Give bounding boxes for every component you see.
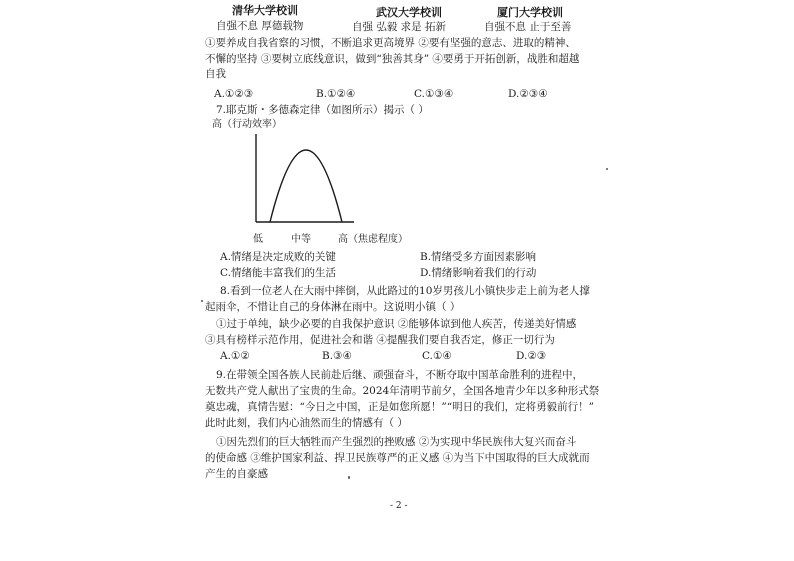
yerkes-dodson-chart — [232, 120, 362, 226]
q9-question-line: 此时此刻，我们内心油然而生的情感有（ ） — [205, 417, 408, 429]
chart-y-axis-label: 高（行动效率） — [212, 119, 282, 130]
q6-statement-line: ①要养成自我省察的习惯，不断追求更高境界 ②要有坚强的意志、进取的精神、 — [205, 37, 576, 49]
q9-statement-line: 产生的自豪感 — [205, 468, 268, 480]
q7-question: 7.耶克斯・多德森定律（如图所示）揭示（ ） — [216, 104, 429, 116]
q9-statement-line: ①因先烈们的巨大牺牲而产生强烈的挫败感 ②为实现中华民族伟大复兴而奋斗 — [216, 436, 577, 448]
q9-question-line: 9.在带领全国各族人民前赴后继、顽强奋斗，不断夺取中国革命胜利的进程中， — [216, 369, 584, 381]
page-number: - 2 - — [390, 501, 408, 511]
scan-speck — [201, 300, 203, 302]
q6-statement-line: 自我 — [205, 68, 226, 80]
xiamen-motto-text: 自强不息 止于至善 — [484, 21, 572, 33]
q7-option-b[interactable]: B.情绪受多方面因素影响 — [420, 251, 537, 263]
q6-option-a[interactable]: A.①②③ — [214, 88, 254, 100]
q8-option-a[interactable]: A.①② — [220, 350, 250, 362]
x-tick-medium: 中等 — [291, 234, 311, 245]
q6-option-b[interactable]: B.①②④ — [316, 88, 356, 100]
q8-option-d[interactable]: D.②③ — [516, 350, 547, 362]
scan-speck — [606, 168, 608, 170]
q9-statement-line: 的使命感 ③维护国家利益、捍卫民族尊严的正义感 ④为当下中国取得的巨大成就而 — [205, 452, 590, 464]
chart-x-axis-label: 高（焦虑程度） — [338, 234, 408, 245]
q8-option-c[interactable]: C.①④ — [422, 350, 452, 362]
q8-statement-line: ①过于单纯，缺少必要的自我保护意识 ②能够体谅到他人疾苦，传递美好情感 — [216, 318, 577, 330]
tsinghua-motto-title: 清华大学校训 — [232, 4, 298, 17]
performance-curve — [270, 150, 342, 222]
x-tick-low: 低 — [253, 234, 263, 245]
tsinghua-motto-text: 自强不息 厚德载物 — [216, 20, 304, 32]
wuhan-motto-title: 武汉大学校训 — [376, 6, 442, 19]
q9-question-line: 奠忠魂，真情告慰：“今日之中国，正是如您所愿！”“明日的我们，定将勇毅前行！” — [205, 401, 594, 413]
xiamen-motto-title: 厦门大学校训 — [497, 6, 563, 19]
scan-speck — [348, 476, 350, 479]
q6-statement-line: 不懈的坚持 ③要树立底线意识，做到“独善其身” ④要勇于开拓创新，战胜和超越 — [205, 53, 580, 65]
q8-statement-line: ③具有榜样示范作用，促进社会和谐 ④提醒我们要自我否定，修正一切行为 — [205, 334, 555, 346]
q8-option-b[interactable]: B.③④ — [322, 350, 352, 362]
q6-option-d[interactable]: D.②③④ — [508, 88, 548, 100]
q9-question-line: 无数共产党人献出了宝贵的生命。2024年清明节前夕，全国各地青少年以多种形式祭 — [205, 385, 600, 397]
wuhan-motto-text: 自强 弘毅 求是 拓新 — [352, 21, 447, 33]
q7-option-d[interactable]: D.情绪影响着我们的行动 — [420, 267, 537, 279]
q8-question-line: 8.看到一位老人在大雨中摔倒，从此路过的10岁男孩儿小镇快步走上前为老人撑 — [220, 285, 590, 297]
q7-option-a[interactable]: A.情绪是决定成败的关键 — [220, 251, 336, 263]
q6-option-c[interactable]: C.①③④ — [414, 88, 454, 100]
q7-option-c[interactable]: C.情绪能丰富我们的生活 — [220, 267, 336, 279]
q8-question-line: 起雨伞，不惜让自己的身体淋在雨中。这说明小镇（ ） — [205, 301, 461, 313]
